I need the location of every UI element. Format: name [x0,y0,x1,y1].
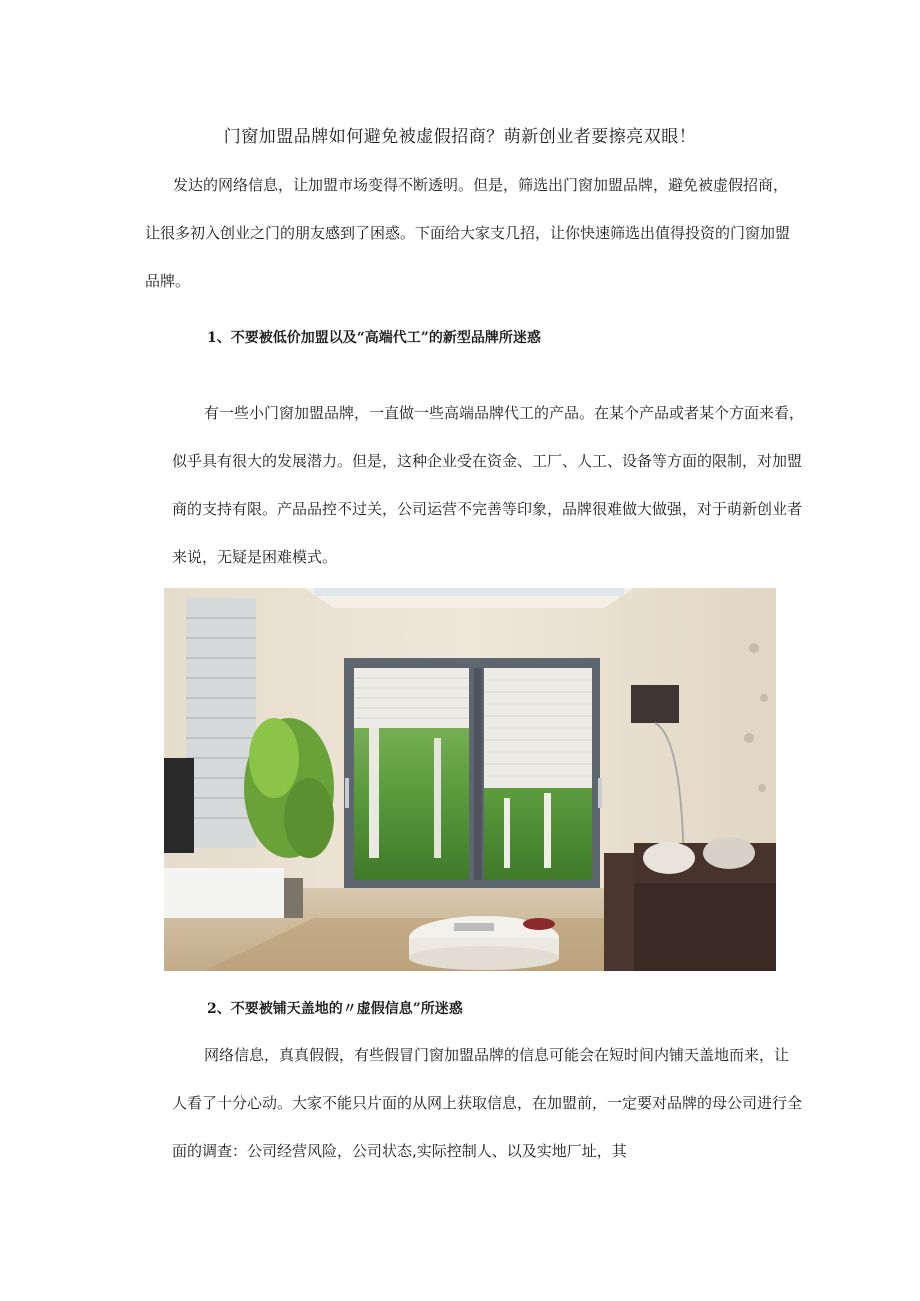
section-2-heading: 2、不要被铺天盖地的〃虚假信息”所迷惑 [207,1001,463,1017]
intro-paragraph: 发达的网络信息，让加盟市场变得不断透明。但是，筛选出门窗加盟品牌，避免被虚假招商，让很多初入创业之门的朋友感到了困惑。下面给大家支几招，让你快速筛选出值得投资的门窗加盟品牌。 [145,176,791,290]
section-1-heading: 1、不要被低价加盟以及“高端代工”的新型品牌所迷惑 [207,330,541,346]
section-1-paragraph: 有一些小门窗加盟品牌，一直做一些高端品牌代工的产品。在某个产品或者某个方面来看，似乎具有很大的发展潜力。但是，这种企业受在资金、工厂、人工、设备等方面的限制，对加盟商的支持有限。产品品控不过关，公司运营不完善等印象，品牌很难做大做强，对于萌新创业者来说，无疑是困难模式。 [172,404,805,566]
section-2-paragraph: 网络信息，真真假假，有些假冒门窗加盟品牌的信息可能会在短时间内铺天盖地而来，让人看了十分心动。大家不能只片面的从网上获取信息，在加盟前，一定要对品牌的母公司进行全面的调查：公司经营风险，公司状态,实际控制人、以及实地厂址，其 [172,1046,803,1160]
document-title: 门窗加盟品牌如何避免被虚假招商？萌新创业者要擦亮双眼！ [223,127,697,147]
living-room-sliding-door-photo [164,588,776,971]
